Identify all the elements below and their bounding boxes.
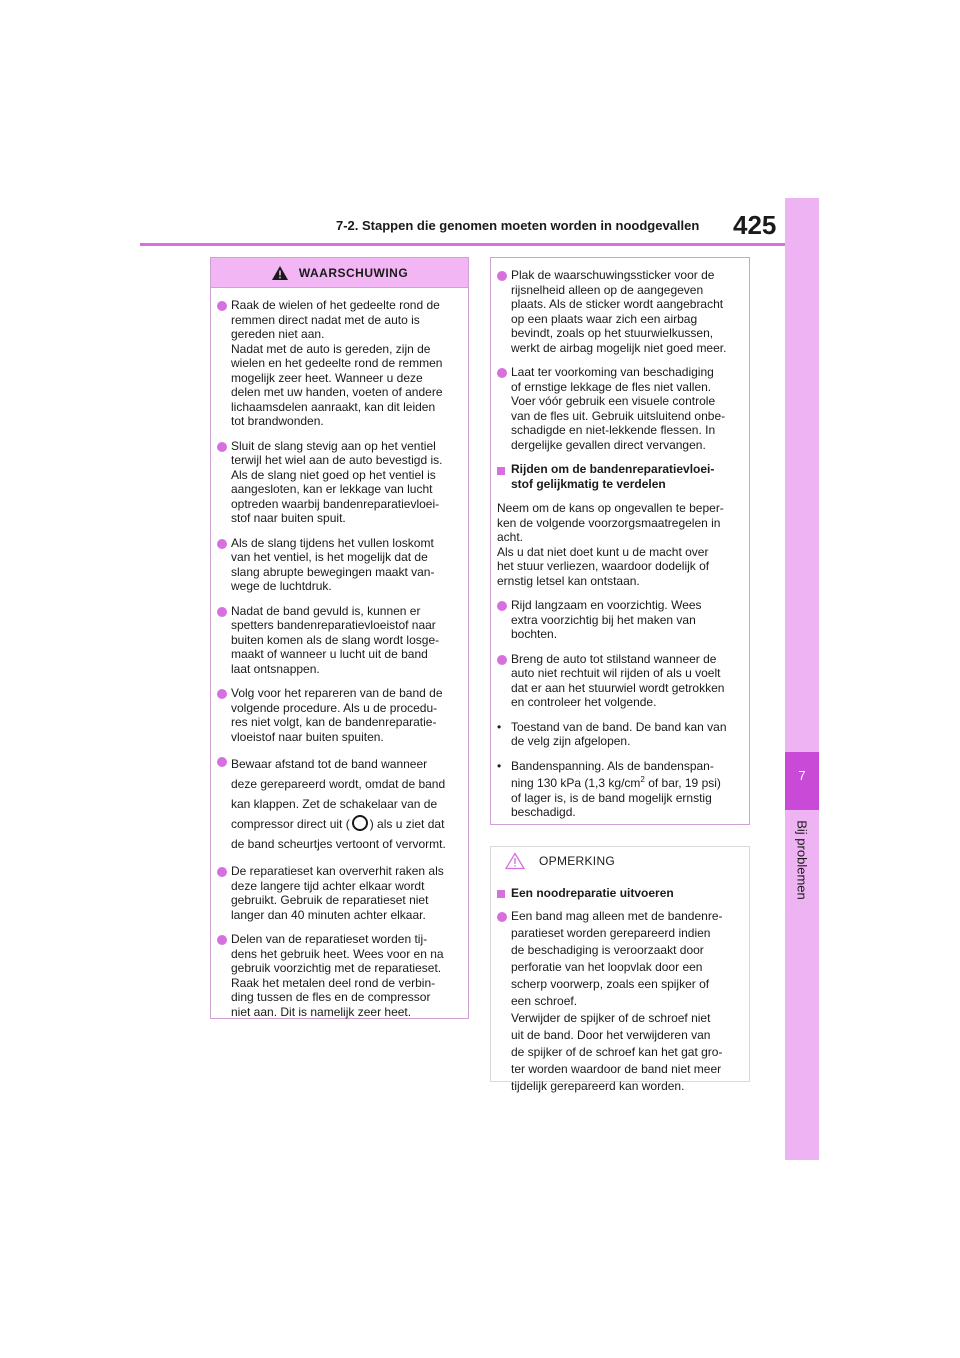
list-item: De reparatieset kan oververhit raken als deze langere tijd achter elkaar wordt gebruikt. Gebruik de reparatieset niet langer dan 40 minuten achter elkaar. [217, 864, 462, 922]
list-item: Raak de wielen of het gedeelte rond de remmen direct nadat met de auto is gereden niet aan. Nadat met de auto is gereden, zijn de wielen en het gedeelte rond de remmen mogelijk zeer heet. Wanneer u deze delen met uw handen, voeten of andere lichaamsdelen aanraakt, kan dit leiden tot brandwonden. [217, 298, 462, 429]
bullet-dot-icon [497, 368, 507, 378]
caution-triangle-icon [505, 852, 525, 870]
list-item: Plak de waarschuwingssticker voor de rijsnelheid alleen op de aangegeven plaats. Als de sticker wordt aangebracht op een plaats waar zich een airbag bevindt, zoals op het stuurwielkussen, werkt de airbag mogelijk niet goed meer. [497, 268, 743, 355]
list-item: Volg voor het repareren van de band de volgende procedure. Als u de procedu- res niet volgt, kan de bandenreparatie- vloeistof naar buiten spuiten. [217, 686, 462, 744]
list-item: Nadat de band gevuld is, kunnen er spetters bandenreparatievloeistof naar buiten komen als de slang wordt losge- maakt of wanneer u lucht uit de band laat ontsnappen. [217, 604, 462, 677]
bullet-dot-icon [497, 655, 507, 665]
square-bullet-icon [497, 467, 505, 475]
page-number: 425 [733, 210, 777, 240]
note-header [491, 847, 749, 875]
dash-item: • Bandenspanning. Als de bandenspan- ning 130 kPa (1,3 $kg/cm^2$ of bar, 19 psi) of lager is, is de band mogelijk ernstig beschadigd. [497, 758, 721, 819]
chapter-title: Bij problemen [794, 820, 810, 900]
bullet-dot-icon [217, 935, 227, 945]
compressor-switch-icon [352, 815, 368, 831]
bullet-dot-icon [497, 912, 507, 922]
header-divider [140, 243, 785, 246]
warning-header [211, 258, 468, 288]
list-item: Rijd langzaam en voorzichtig. Wees extra voorzichtig bij het maken van bochten. [497, 598, 743, 642]
list-item: Als de slang tijdens het vullen loskomt van het ventiel, is het mogelijk dat de slang abrupte bewegingen maakt van- wege de luchtdruk. [217, 536, 462, 594]
bullet-dot-icon [217, 757, 227, 767]
square-bullet-icon [497, 890, 505, 898]
list-item: Een band mag alleen met de bandenre- paratieset worden gerepareerd indien de beschadiging is veroorzaakt door perforatie van het loopvlak door een scherp voorwerp, zoals een spijker of een schroef. Verwijder de spijker of de schroef niet uit de band. Door het verwijderen van de spijker of de schroef kan het gat gro- ter worden waardoor de band niet meer tijdelijk gerepareerd kan worden. [497, 908, 743, 1095]
warning-box [210, 257, 469, 1019]
bullet-dot-icon [217, 689, 227, 699]
chapter-number: 7 [798, 768, 806, 783]
warning-title: WAARSCHUWING [298, 265, 409, 280]
section-title: 7-2. Stappen die genomen moeten worden in noodgevallen [336, 218, 700, 233]
warning-triangle-icon [271, 265, 289, 281]
paragraph: Neem om de kans op ongevallen te beper- ken de volgende voorzorgsmaatregelen in acht. Als u dat niet doet kunt u de macht over het stuur verliezen, waardoor dodelijk of ernstig letsel kan ontstaan. [497, 501, 724, 588]
note-title: OPMERKING [539, 854, 616, 868]
subheading: Rijden om de bandenreparatievloei- stof gelijkmatig te verdelen [497, 462, 743, 491]
note-box [490, 846, 750, 1093]
side-tab [785, 198, 819, 1160]
list-item: Bewaar afstand tot de band wanneer deze gerepareerd wordt, omdat de band kan klappen. Zet de schakelaar van de compressor direct uit ( ) als u ziet dat de band scheurtjes vertoont of vervormt. [217, 754, 462, 854]
bullet-dot-icon [217, 539, 227, 549]
bullet-dot-icon [217, 607, 227, 617]
subheading: Een noodreparatie uitvoeren [497, 885, 743, 902]
continued-warning-box [490, 257, 750, 825]
bullet-dot-icon [217, 301, 227, 311]
bullet-dot-icon [497, 601, 507, 611]
bullet-dot-icon [217, 867, 227, 877]
list-item: Sluit de slang stevig aan op het ventiel terwijl het wiel aan de auto bevestigd is. Als de slang niet goed op het ventiel is aangesloten, kan er lekkage van lucht optreden waarbij bandenreparatievloei- stof naar buiten spuit. [217, 439, 462, 526]
list-item: Laat ter voorkoming van beschadiging of ernstige lekkage de fles niet vallen. Voer vóór gebruik een visuele controle van de fles uit. Gebruik uitsluitend onbe- schadigde en niet-lekkende flessen. In dergelijke gevallen direct vervangen. [497, 365, 743, 452]
list-item: Delen van de reparatieset worden tij- dens het gebruik heet. Wees voor en na gebruik voorzichtig met de reparatieset. Raak het metalen deel rond de verbin- ding tussen de fles en de compressor niet aan. Dit is namelijk zeer heet. [217, 932, 462, 1019]
list-item: Breng de auto tot stilstand wanneer de auto niet rechtuit wil rijden of als u voelt dat er aan het stuurwiel wordt getrokken en controleer het volgende. [497, 652, 743, 710]
bullet-dot-icon [497, 271, 507, 281]
dash-item: • Toestand van de band. De band kan van de velg zijn afgelopen. [497, 719, 727, 748]
bullet-dot-icon [217, 442, 227, 452]
